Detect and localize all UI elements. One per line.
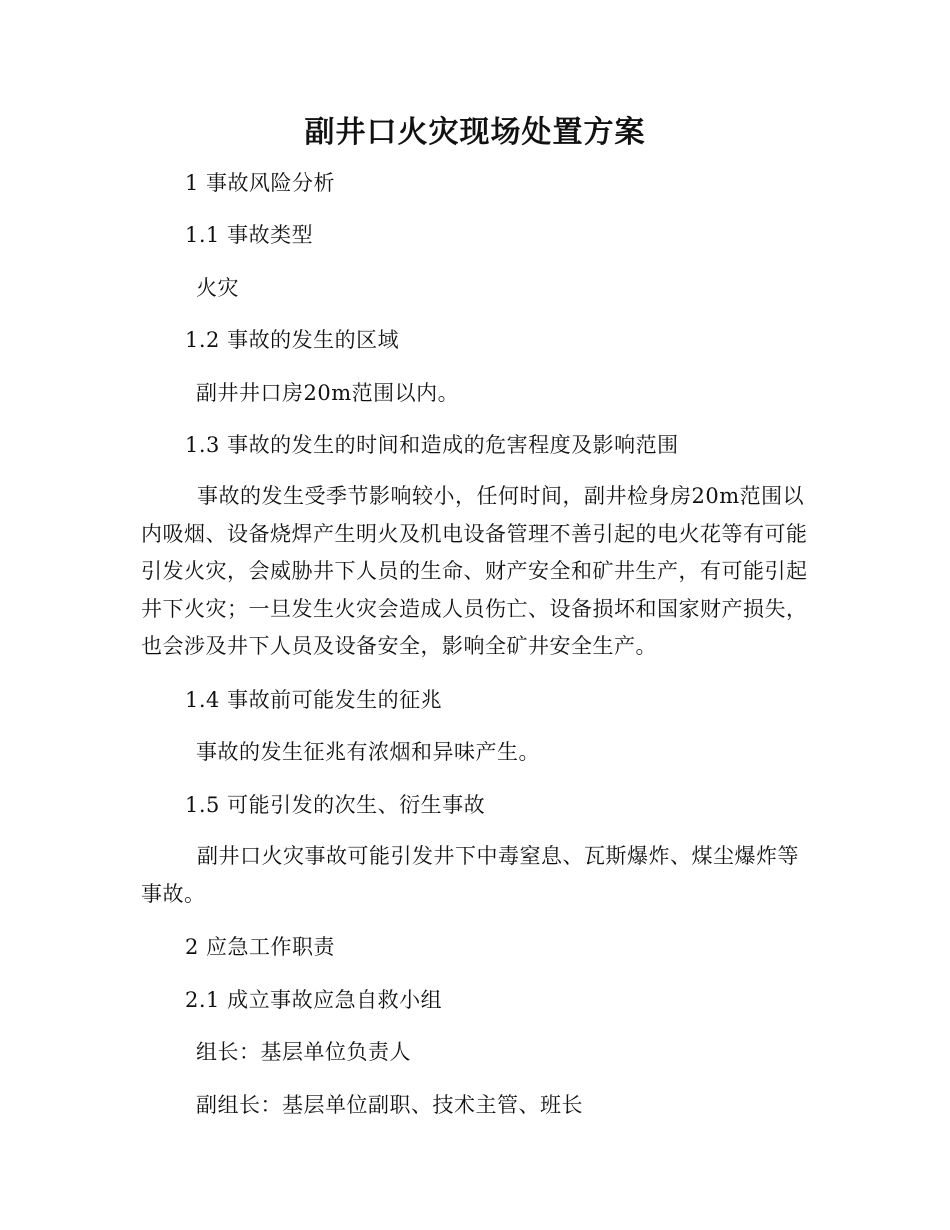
section-1-4-body: 事故的发生征兆有浓烟和异味产生。 [196,740,540,764]
section-1-3-body: 事故的发生受季节影响较小，任何时间，副井检身房20m范围以内吸烟、设备烧焊产生明火及机电设备管理不善引起的电火花等有可能引发火灾，会威胁井下人员的生命、财产安全和矿井生产，有可能引起井下火灾；一旦发生火灾会造成人员伤亡、设备损坏和国家财产损失，也会涉及井下人员及设备安全，影响全矿井安全生产。 [141,484,808,658]
section-2-1-deputy: 副组长：基层单位副职、技术主管、班长 [196,1093,583,1117]
section-1-1-heading: 1.1 事故类型 [185,223,314,247]
section-1-4-heading: 1.4 事故前可能发生的征兆 [185,688,443,712]
section-2-heading: 2 应急工作职责 [185,935,336,959]
section-1-2-body: 副井井口房20m范围以内。 [196,381,460,405]
section-1-2-heading: 1.2 事故的发生的区域 [185,328,400,352]
document-title: 副井口火灾现场处置方案 [304,115,646,150]
section-2-1-leader: 组长：基层单位负责人 [196,1040,411,1064]
section-1-3-heading: 1.3 事故的发生的时间和造成的危害程度及影响范围 [185,433,679,457]
section-1-5-heading: 1.5 可能引发的次生、衍生事故 [185,793,486,817]
section-1-heading: 1 事故风险分析 [185,171,336,195]
section-2-1-heading: 2.1 成立事故应急自救小组 [185,988,443,1012]
section-1-5-body: 副井口火灾事故可能引发井下中毒窒息、瓦斯爆炸、煤尘爆炸等事故。 [141,844,799,906]
section-1-1-body: 火灾 [196,276,239,300]
